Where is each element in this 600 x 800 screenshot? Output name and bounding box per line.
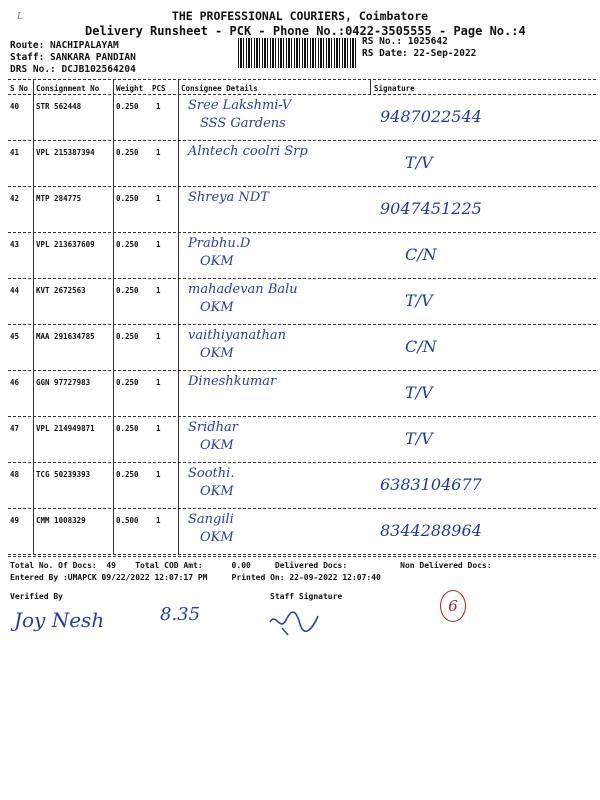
table-header-rule — [8, 94, 596, 95]
row-rule — [8, 140, 596, 141]
row-consignee-line2: OKM — [200, 254, 234, 269]
row-rule — [8, 554, 596, 555]
row-weight: 0.250 — [116, 424, 139, 433]
row-consignment-no: MAA 291634785 — [36, 332, 95, 341]
route-label: Route: NACHIPALAYAM — [10, 40, 119, 51]
col-header-consignee: Consignee Details — [181, 84, 258, 93]
row-consignee-line2: SSS Gardens — [200, 116, 286, 131]
col-header-sno: S No — [10, 84, 29, 93]
row-signature: T/V — [405, 291, 433, 310]
rs-date: RS Date: 22-Sep-2022 — [362, 48, 477, 59]
row-pcs: 1 — [156, 378, 161, 387]
row-consignment-no: CMM 1008329 — [36, 516, 86, 525]
row-consignee-line1: Sree Lakshmi-V — [188, 98, 292, 113]
row-sno: 49 — [10, 516, 20, 525]
row-weight: 0.250 — [116, 332, 139, 341]
verifier-signature: Joy Nesh — [14, 608, 105, 632]
row-sno: 42 — [10, 194, 20, 203]
row-signature: T/V — [405, 153, 433, 172]
totals-line: Total No. Of Docs: 49 Total COD Amt: 0.00 Delivered Docs: Non Delivered Docs: — [10, 561, 492, 570]
row-weight: 0.250 — [116, 286, 139, 295]
row-pcs: 1 — [156, 286, 161, 295]
circled-page-mark: 6 — [440, 590, 466, 622]
row-sno: 40 — [10, 102, 20, 111]
row-pcs: 1 — [156, 424, 161, 433]
col-divider — [33, 79, 34, 555]
time-note: 8.35 — [160, 604, 201, 625]
rs-number: RS No.: 1025642 — [362, 36, 448, 47]
row-sno: 43 — [10, 240, 20, 249]
row-consignment-no: VPL 214949871 — [36, 424, 95, 433]
row-consignment-no: VPL 213637609 — [36, 240, 95, 249]
staff-signature-label: Staff Signature — [270, 592, 343, 601]
drs-label: DRS No.: DCJB102564204 — [10, 64, 136, 75]
row-consignee-line1: mahadevan Balu — [188, 282, 298, 297]
entered-line: Entered By :UMAPCK 09/22/2022 12:07:17 PM Printed On: 22-09-2022 12:07:40 — [10, 573, 381, 582]
row-pcs: 1 — [156, 516, 161, 525]
row-consignment-no: VPL 215387394 — [36, 148, 95, 157]
company-title: THE PROFESSIONAL COURIERS, Coimbatore — [171, 9, 429, 23]
row-pcs: 1 — [156, 102, 161, 111]
row-pcs: 1 — [156, 470, 161, 479]
staff-signature-image — [268, 608, 320, 636]
row-rule — [8, 232, 596, 233]
row-consignee-line2: OKM — [200, 346, 234, 361]
col-divider — [178, 79, 179, 555]
row-signature: C/N — [405, 337, 437, 356]
col-divider — [113, 79, 114, 555]
row-sno: 44 — [10, 286, 20, 295]
row-sno: 48 — [10, 470, 20, 479]
row-consignee-line1: Sangili — [188, 512, 234, 527]
row-consignment-no: STR 562448 — [36, 102, 82, 111]
row-rule — [8, 508, 596, 509]
row-consignee-line2: OKM — [200, 484, 234, 499]
row-pcs: 1 — [156, 194, 161, 203]
row-consignment-no: MTP 284775 — [36, 194, 82, 203]
row-sno: 45 — [10, 332, 20, 341]
row-signature: T/V — [405, 383, 433, 402]
row-consignee-line1: vaithiyanathan — [188, 328, 286, 343]
row-signature: 9487022544 — [380, 107, 482, 126]
row-consignee-line1: Shreya NDT — [188, 190, 269, 205]
row-signature: T/V — [405, 429, 433, 448]
row-sno: 41 — [10, 148, 20, 157]
row-weight: 0.500 — [116, 516, 139, 525]
row-consignment-no: KVT 2672563 — [36, 286, 86, 295]
staff-label: Staff: SANKARA PANDIAN — [10, 52, 136, 63]
row-sno: 46 — [10, 378, 20, 387]
row-rule — [8, 416, 596, 417]
row-signature: 9047451225 — [380, 199, 482, 218]
row-consignee-line1: Sridhar — [188, 420, 238, 435]
row-weight: 0.250 — [116, 240, 139, 249]
table-top-rule — [8, 79, 596, 80]
barcode-image — [238, 38, 356, 68]
row-rule — [8, 278, 596, 279]
row-weight: 0.250 — [116, 470, 139, 479]
row-consignee-line2: OKM — [200, 438, 234, 453]
row-weight: 0.250 — [116, 194, 139, 203]
row-consignee-line1: Alntech coolri Srp — [188, 144, 308, 159]
row-signature: 6383104677 — [380, 475, 482, 494]
col-divider — [370, 79, 371, 95]
col-header-consignment: Consignment No — [36, 84, 100, 93]
row-rule — [8, 370, 596, 371]
runsheet-title: Delivery Runsheet - PCK - Phone No.:0422-3505555 - Page No.:4 — [85, 24, 526, 38]
row-consignee-line2: OKM — [200, 530, 234, 545]
col-header-signature: Signature — [374, 84, 415, 93]
row-rule — [8, 324, 596, 325]
row-weight: 0.250 — [116, 378, 139, 387]
row-pcs: 1 — [156, 240, 161, 249]
verified-by-label: Verified By — [10, 592, 63, 601]
row-rule — [8, 186, 596, 187]
row-weight: 0.250 — [116, 102, 139, 111]
margin-mark: L — [17, 12, 23, 22]
row-pcs: 1 — [156, 148, 161, 157]
row-weight: 0.250 — [116, 148, 139, 157]
row-rule — [8, 462, 596, 463]
col-header-weight: Weight — [116, 84, 144, 93]
row-signature: 8344288964 — [380, 521, 482, 540]
row-consignment-no: GGN 97727983 — [36, 378, 91, 387]
row-consignee-line1: Prabhu.D — [188, 236, 251, 251]
row-consignee-line1: Soothi. — [188, 466, 235, 481]
table-bottom-rule — [8, 556, 596, 557]
row-consignee-line2: OKM — [200, 300, 234, 315]
row-consignment-no: TCG 50239393 — [36, 470, 91, 479]
col-header-pcs: PCS — [152, 84, 166, 93]
row-consignee-line1: Dineshkumar — [188, 374, 277, 389]
row-pcs: 1 — [156, 332, 161, 341]
row-signature: C/N — [405, 245, 437, 264]
row-sno: 47 — [10, 424, 20, 433]
